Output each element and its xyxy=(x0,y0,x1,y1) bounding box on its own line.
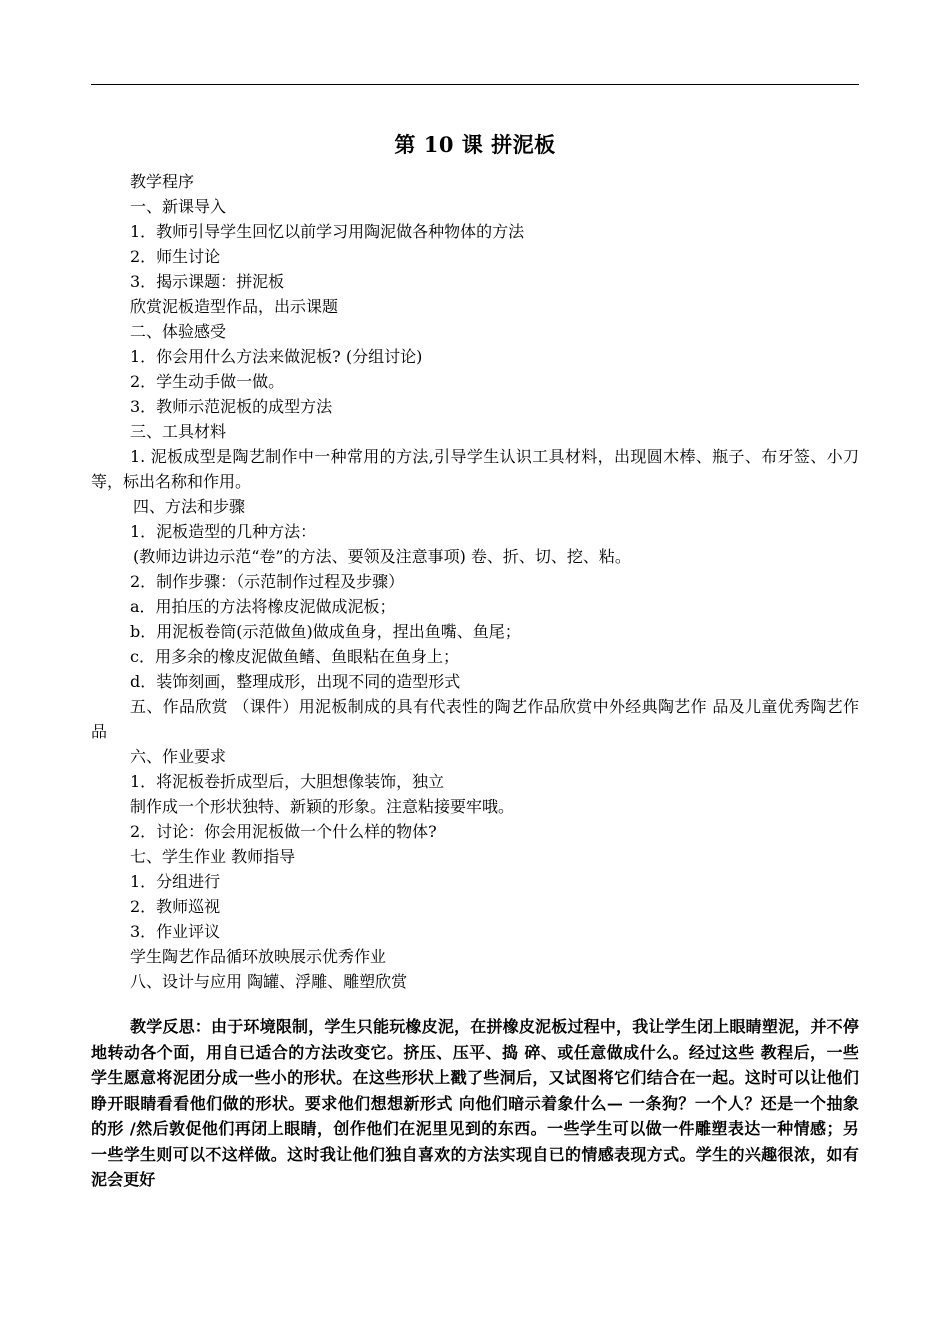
body-line: 2．教师巡视 xyxy=(130,897,221,916)
body-line: 欣赏泥板造型作品，出示课题 xyxy=(130,297,339,316)
section-heading: 一、新课导入 xyxy=(130,197,227,216)
tools-paragraph: 1. 泥板成型是陶艺制作中一种常用的方法,引导学生认识工具材料，出现圆木棒、瓶子、布牙签、小刀等，标出名称和作用。 xyxy=(91,447,859,491)
lesson-body xyxy=(91,169,859,994)
body-line: 2．讨论：你会用泥板做一个什么样的物体? xyxy=(130,822,437,841)
teaching-reflection: 教学反思：由于环境限制，学生只能玩橡皮泥，在拼橡皮泥板过程中，我让学生闭上眼睛塑泥，并不停地转动各个面，用自已适合的方法改变它。挤压、压平、捣 碎、或任意做成什么。经过这些 教程后，一些学生愿意将泥团分成一些小的形状。在这些形状上戳了些洞后，又试图将它们结合在一起。这时可以让他们睁开眼睛看看他们做的形状。要求他们想想新形式 向他们暗示着象什么— 一条狗？一个人？还是一个抽象的形 /然后敦促他们再闭上眼睛，创作他们在泥里见到的东西。一些学生可以做一件雕塑表达一种情感；另一些学生则可以不这样做。这时我让他们独自喜欢的方法实现自已的情感表现方式。学生的兴趣很浓，如有泥会更好 xyxy=(91,1017,859,1189)
body-line: 2．师生讨论 xyxy=(130,247,221,266)
body-line: 制作成一个形状独特、新颖的形象。注意粘接要牢哦。 xyxy=(130,797,515,816)
body-line: b．用泥板卷筒(示范做鱼)做成鱼身，捏出鱼嘴、鱼尾； xyxy=(130,622,521,641)
body-line: 1．将泥板卷折成型后，大胆想像装饰，独立 xyxy=(130,772,445,791)
header-rule xyxy=(91,84,859,85)
body-line: 1．泥板造型的几种方法： xyxy=(130,522,317,541)
body-line: (教师边讲边示范“卷”的方法、要领及注意事项) 卷、折、切、挖、粘。 xyxy=(133,547,631,566)
body-line: c．用多余的橡皮泥做鱼鳍、鱼眼粘在鱼身上； xyxy=(130,647,459,666)
body-line: 2．制作步骤：（示范制作过程及步骤） xyxy=(130,572,405,591)
section-heading: 七、学生作业 教师指导 xyxy=(130,847,296,866)
body-line: a．用拍压的方法将橡皮泥做成泥板； xyxy=(130,597,396,616)
body-line: 1．你会用什么方法来做泥板? (分组讨论) xyxy=(130,347,423,366)
body-line: d．装饰刻画，整理成形，出现不同的造型形式 xyxy=(130,672,461,691)
appreciation-paragraph: 五、作品欣赏 （课件）用泥板制成的具有代表性的陶艺作品欣赏中外经典陶艺作 品及儿童优秀陶艺作品 xyxy=(91,697,859,741)
section-heading: 八、设计与应用 陶罐、浮雕、雕塑欣赏 xyxy=(130,972,408,991)
section-heading: 二、体验感受 xyxy=(130,322,227,341)
lesson-title: 第 10 课 拼泥板 xyxy=(394,132,556,157)
body-line: 3．教师示范泥板的成型方法 xyxy=(130,397,333,416)
body-line: 教学程序 xyxy=(130,172,195,191)
body-line: 1．分组进行 xyxy=(130,872,221,891)
body-line: 3．作业评议 xyxy=(130,922,221,941)
body-line: 3．揭示课题：拼泥板 xyxy=(130,272,285,291)
body-line: 1．教师引导学生回忆以前学习用陶泥做各种物体的方法 xyxy=(130,222,525,241)
section-heading: 四、方法和步骤 xyxy=(133,497,246,516)
section-heading: 三、工具材料 xyxy=(130,422,227,441)
body-line: 学生陶艺作品循环放映展示优秀作业 xyxy=(130,947,387,966)
body-line: 2．学生动手做一做。 xyxy=(130,372,285,391)
section-heading: 六、作业要求 xyxy=(130,747,227,766)
